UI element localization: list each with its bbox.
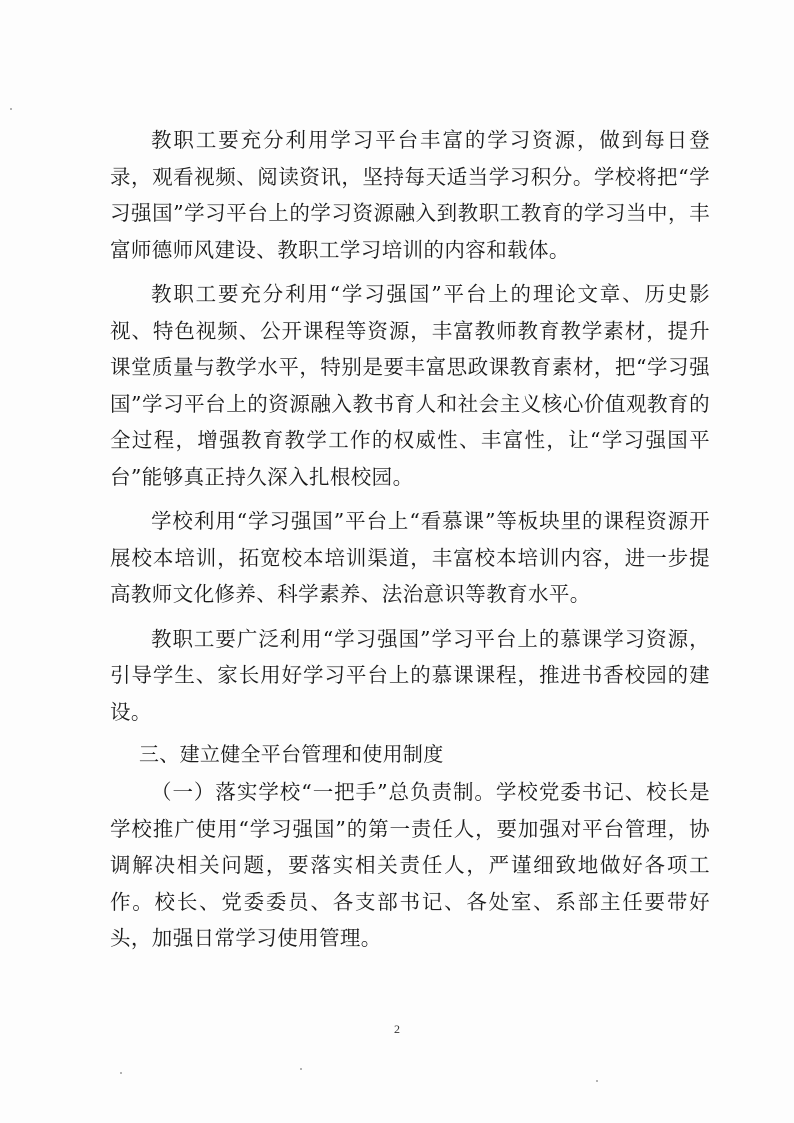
- page-number: 2: [394, 1022, 400, 1036]
- section-heading: 三、建立健全平台管理和使用制度: [139, 742, 444, 766]
- document-body: [110, 122, 710, 957]
- paragraph-school-training: 学校利用“学习强国”平台上“看慕课”等板块里的课程资源开展校本培训，拓宽校本培训渠道，丰富校本培训内容，进一步提高教师文化修养、科学素养、法治意识等教育水平。: [110, 509, 710, 606]
- paragraph-leader-responsibility: （一）落实学校“一把手”总负责制。学校党委书记、校长是学校推广使用“学习强国”的第一责任人，要加强对平台管理，协调解决相关问题，要落实相关责任人，严谨细致地做好各项工作。校长、党委委员、各支部书记、各处室、系部主任要带好头，加强日常学习使用管理。: [110, 780, 710, 950]
- paragraph-teaching-resources: 教职工要充分利用“学习强国”平台上的理论文章、历史影视、特色视频、公开课程等资源，丰富教师教育教学素材，提升课堂质量与教学水平，特别是要丰富思政课教育素材，把“学习强国”学习平台上的资源融入教书育人和社会主义核心价值观教育的全过程，增强教育教学工作的权威性、丰富性，让“学习强国平台”能够真正持久深入扎根校园。: [110, 282, 710, 489]
- scan-speck: [10, 108, 12, 110]
- paragraph-daily-study: 教职工要充分利用学习平台丰富的学习资源，做到每日登录，观看视频、阅读资讯，坚持每天适当学习积分。学校将把“学习强国”学习平台上的学习资源融入到教职工教育的学习当中，丰富师德师风建设、教职工学习培训的内容和载体。: [110, 128, 710, 262]
- scan-speck: [300, 1068, 302, 1070]
- paragraph-mooc-resources: 教职工要广泛利用“学习强国”学习平台上的慕课学习资源，引导学生、家长用好学习平台上的慕课课程，推进书香校园的建设。: [110, 626, 710, 724]
- scan-speck: [596, 1080, 598, 1082]
- scan-speck: [120, 1072, 122, 1074]
